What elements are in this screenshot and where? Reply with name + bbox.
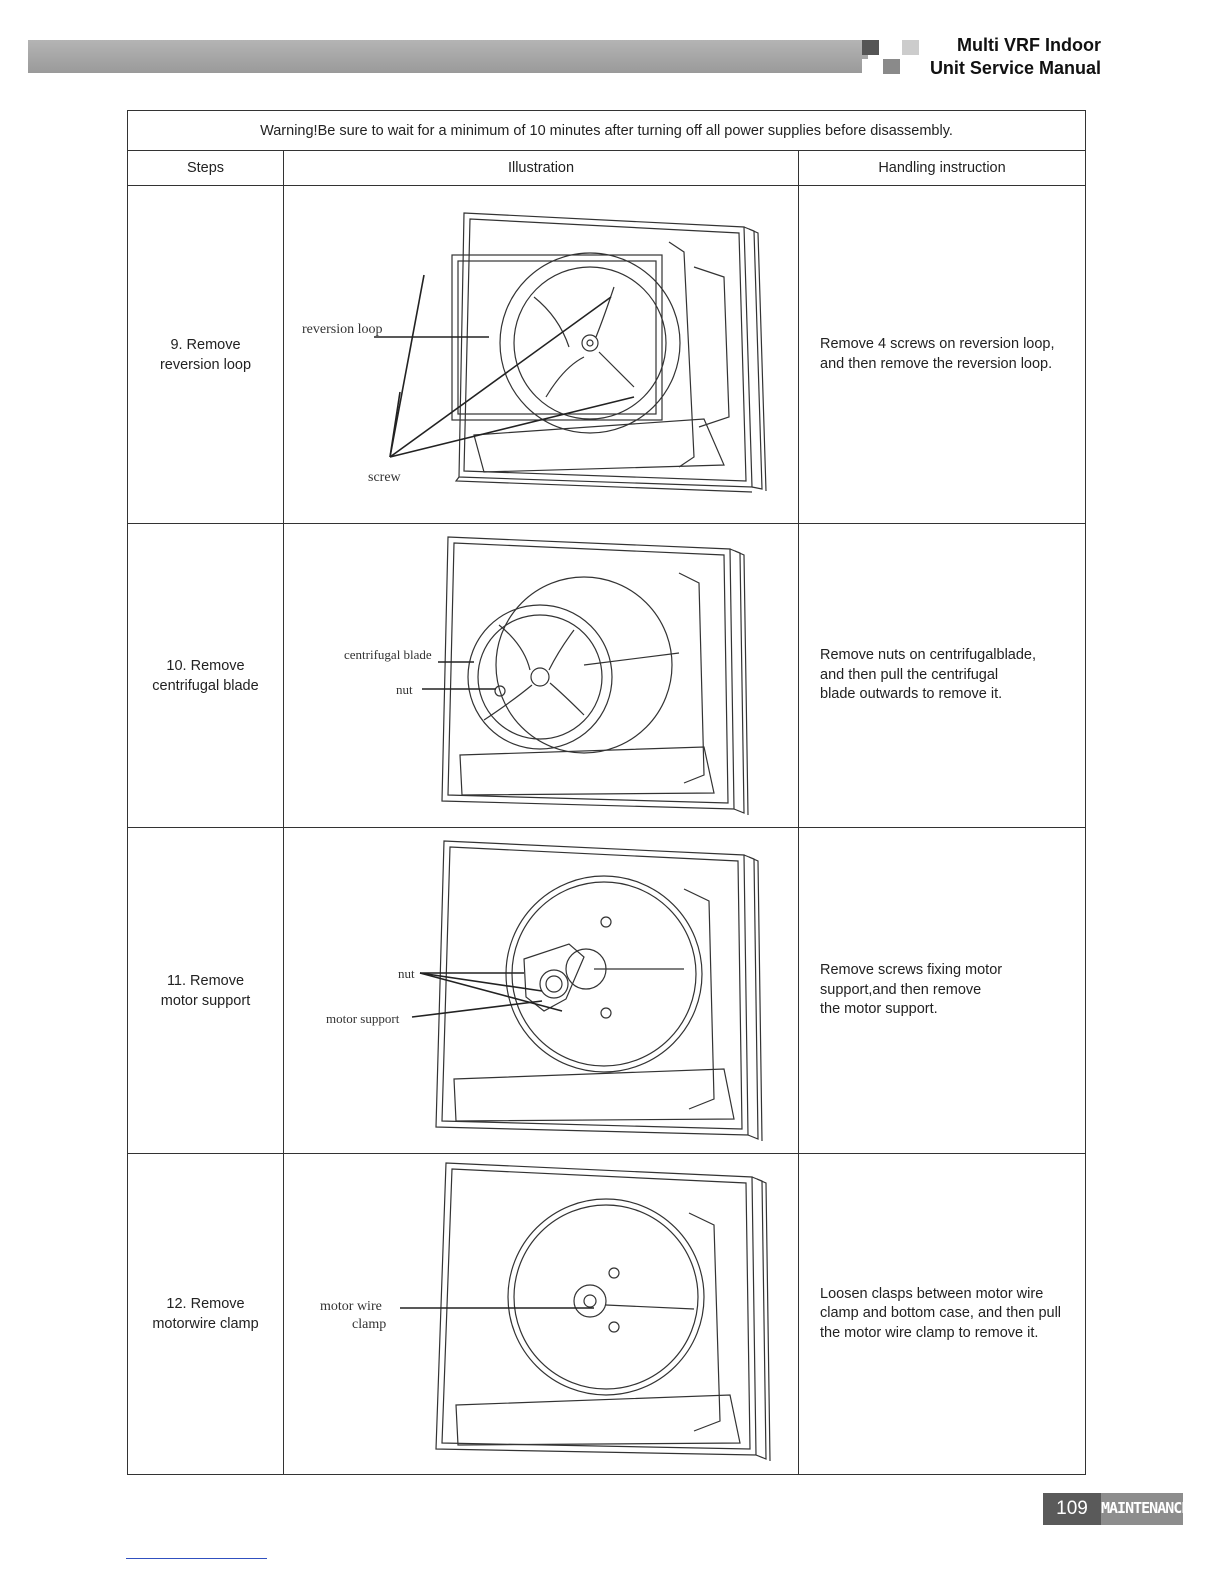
header-square-mid [883, 59, 900, 74]
step-name: reversion loop [159, 356, 252, 373]
table-row [128, 828, 1086, 1154]
illustration-cell [284, 186, 799, 524]
footer-line [126, 1558, 267, 1559]
label-nut: nut [398, 965, 415, 981]
step-number: 12. Remove [166, 1296, 245, 1312]
instruction-line: blade outwards to remove it. [820, 686, 1003, 703]
step-number: 9. Remove [170, 336, 241, 353]
step-cell [128, 828, 284, 1154]
label-clamp: clamp [352, 1316, 387, 1332]
column-header-steps: Steps [128, 151, 284, 186]
step-number: 10. Remove [166, 657, 245, 674]
step-name: motorwire clamp [152, 1316, 259, 1332]
instruction-line: support,and then remove [820, 981, 982, 998]
instruction-cell [799, 828, 1086, 1154]
title-line-2: Unit Service Manual [929, 58, 1101, 78]
illustration-cell [284, 1154, 799, 1475]
step-number: 11. Remove [166, 972, 245, 989]
motor-wire-clamp-illustration [284, 1155, 798, 1474]
step-name: motor support [160, 992, 251, 1009]
column-header-illustration: Illustration [284, 151, 799, 186]
table-row [128, 524, 1086, 828]
instruction-line: the motor wire clamp to remove it. [820, 1324, 1039, 1341]
instruction-cell [799, 524, 1086, 828]
label-screw: screw [368, 469, 401, 485]
label-motor-support: motor support [326, 1010, 400, 1026]
label-nut: nut [396, 681, 413, 697]
illustration-cell [284, 828, 799, 1154]
header-square-white [862, 59, 879, 74]
table-row [128, 186, 1086, 524]
instruction-line: Remove 4 screws on reversion loop, [820, 336, 1055, 352]
header-square-dark [862, 40, 879, 55]
step-cell [128, 524, 284, 828]
header-bar [28, 40, 868, 73]
header-square-light [902, 40, 919, 55]
label-motor-wire: motor wire [320, 1298, 382, 1314]
instruction-line: and then remove the reversion loop. [820, 355, 1053, 372]
instruction-line: Loosen clasps between motor wire [820, 1285, 1044, 1302]
centrifugal-blade-illustration [284, 525, 798, 827]
table-row [128, 1154, 1086, 1475]
instruction-line: clamp and bottom case, and then pull [820, 1305, 1062, 1322]
step-cell [128, 186, 284, 524]
column-header-handling: Handling instruction [799, 151, 1086, 186]
instruction-cell [799, 186, 1086, 524]
instruction-line: Remove screws fixing motor [820, 962, 1003, 979]
motor-support-illustration [284, 829, 798, 1153]
step-cell [128, 1154, 284, 1475]
instruction-line: and then pull the centrifugal [820, 666, 999, 683]
instruction-cell [799, 1154, 1086, 1475]
instruction-line: the motor support. [820, 1001, 938, 1018]
instruction-line: Remove nuts on centrifugalblade, [820, 647, 1037, 664]
manual-title [930, 34, 1101, 80]
illustration-cell [284, 524, 799, 828]
disassembly-table [127, 110, 1086, 1475]
label-reversion-loop: reversion loop [302, 321, 383, 337]
reversion-loop-illustration [284, 187, 798, 523]
warning-text: Warning!Be sure to wait for a minimum of 10 minutes after turning off all power supplies before disassembly. [128, 111, 1086, 151]
section-tag: MAINTENANCE [1101, 1493, 1183, 1525]
title-line-1: Multi VRF Indoor [957, 35, 1101, 55]
step-name: centrifugal blade [152, 677, 259, 694]
label-centrifugal-blade: centrifugal blade [344, 646, 432, 662]
page-number: 109 [1043, 1493, 1101, 1525]
